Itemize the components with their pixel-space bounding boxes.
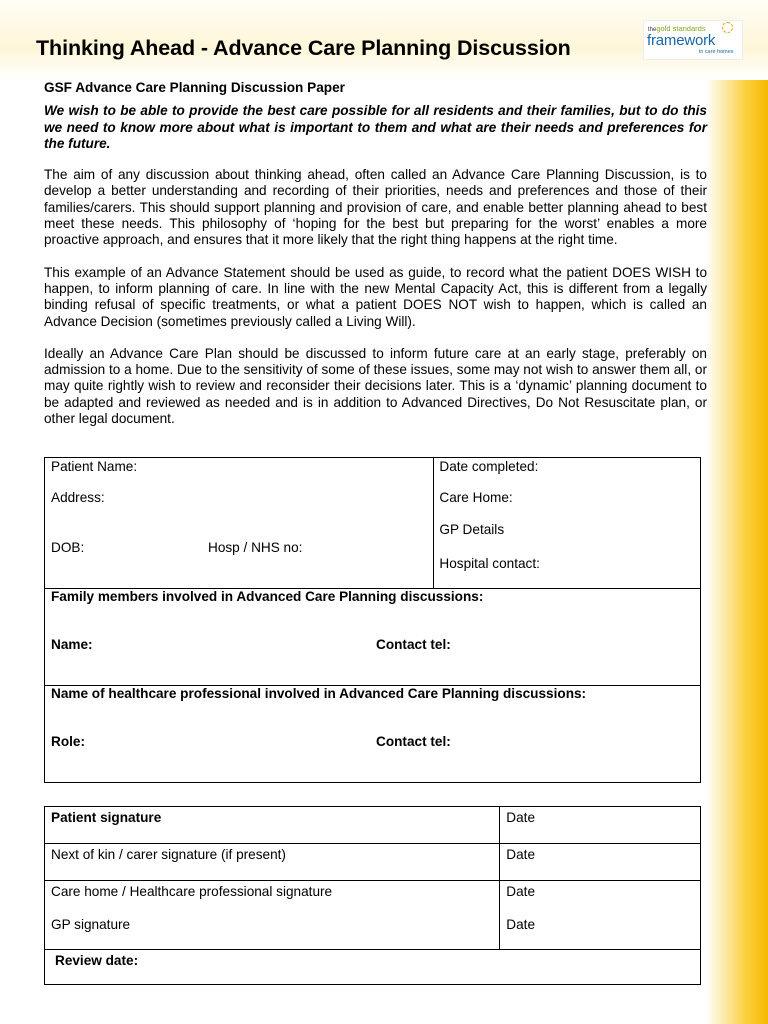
- hcp-row: [45, 686, 701, 783]
- gsf-logo: [643, 20, 743, 60]
- date-label: Date: [506, 810, 536, 825]
- patient-info-row: [45, 458, 701, 589]
- patient-signature-label: Patient signature: [51, 810, 162, 825]
- patient-signature-date-cell[interactable]: [500, 807, 701, 844]
- date-label: Date: [506, 884, 536, 899]
- next-of-kin-date-cell[interactable]: [500, 844, 701, 881]
- signature-row: [45, 807, 701, 844]
- patient-name-label: Patient Name:: [51, 459, 138, 474]
- patient-signature-cell[interactable]: [45, 807, 500, 844]
- signature-row: [45, 844, 701, 881]
- gp-details-label: GP Details: [439, 522, 505, 537]
- paragraph-aim: The aim of any discussion about thinking ahead, often called an Advance Care Planning Discussion, is to develop a better understanding and recording of their priorities, needs and preferences and those of their families/carers. This should support planning and provision of care, and enable better planning ahead to best meet these needs. This philosophy of ‘hoping for the best but preparing for the worst’ enables a more proactive approach, and ensures that it more likely that the right thing happens at the right time.: [44, 167, 707, 248]
- hospital-contact-label: Hospital contact:: [439, 556, 540, 571]
- healthcare-professional-heading: Name of healthcare professional involved in Advanced Care Planning discussions:: [51, 686, 587, 701]
- paragraph-advance-statement: This example of an Advance Statement should be used as guide, to record what the patient DOES WISH to happen, to inform planning of care. In line with the new Mental Capacity Act, this is different from a legally binding refusal of specific treatments, or what a patient DOES NOT wish to happen, which is called an Advance Decision (sometimes previously called a Living Will).: [44, 264, 707, 329]
- family-members-cell[interactable]: [45, 589, 701, 686]
- document-body: [44, 80, 707, 443]
- logo-main-text: framework: [647, 32, 716, 49]
- professional-date-cell[interactable]: [500, 881, 701, 950]
- address-label: Address:: [51, 490, 105, 505]
- date-label: Date: [506, 917, 536, 932]
- patient-info-cell[interactable]: [45, 458, 434, 589]
- family-row: [45, 589, 701, 686]
- hosp-nhs-label: Hosp / NHS no:: [208, 540, 303, 555]
- date-label: Date: [506, 847, 536, 862]
- professional-signature-label: Care home / Healthcare professional signature: [51, 884, 333, 899]
- care-home-label: Care Home:: [439, 490, 513, 505]
- family-name-label: Name:: [51, 637, 93, 652]
- decorative-side-band: [706, 0, 768, 1024]
- review-date-cell[interactable]: [45, 950, 701, 985]
- page-title: Thinking Ahead - Advance Care Planning Discussion: [36, 36, 571, 60]
- review-date-label: Review date:: [55, 953, 139, 968]
- intro-paragraph: We wish to be able to provide the best care possible for all residents and their families, but to do this we need to know more about what is important to them and what are their needs and preferences for the future.: [44, 103, 707, 151]
- review-row: [45, 950, 701, 985]
- hcp-contact-label: Contact tel:: [376, 734, 451, 749]
- dob-label: DOB:: [51, 540, 85, 555]
- paragraph-ideally: Ideally an Advance Care Plan should be discussed to inform future care at an early stage, preferably on admission to a home. Due to the sensitivity of some of these issues, some may not wish to answer them all, or may quite rightly wish to review and reconsider their decisions later. This is a ‘dynamic’ planning document to be adapted and reviewed as needed and is in addition to Advanced Directives, Do Not Resuscitate plan, or other legal document.: [44, 345, 707, 427]
- gp-signature-label: GP signature: [51, 917, 131, 932]
- healthcare-professional-cell[interactable]: [45, 686, 701, 783]
- document-subtitle: GSF Advance Care Planning Discussion Paper: [44, 80, 345, 95]
- next-of-kin-signature-label: Next of kin / carer signature (if present): [51, 847, 286, 862]
- logo-the-text: the: [648, 27, 657, 33]
- logo-top-text: gold standards: [656, 24, 706, 33]
- family-members-heading: Family members involved in Advanced Care Planning discussions:: [51, 589, 484, 604]
- sun-icon: [722, 22, 733, 33]
- hcp-role-label: Role:: [51, 734, 85, 749]
- professional-signature-cell[interactable]: [45, 881, 500, 950]
- signatures-table: [44, 806, 701, 985]
- signature-row: [45, 881, 701, 950]
- care-info-cell[interactable]: [434, 458, 701, 589]
- family-contact-label: Contact tel:: [376, 637, 451, 652]
- date-completed-label: Date completed:: [439, 459, 539, 474]
- patient-details-table: [44, 457, 701, 783]
- logo-sub-text: in care homes: [699, 49, 734, 55]
- next-of-kin-signature-cell[interactable]: [45, 844, 500, 881]
